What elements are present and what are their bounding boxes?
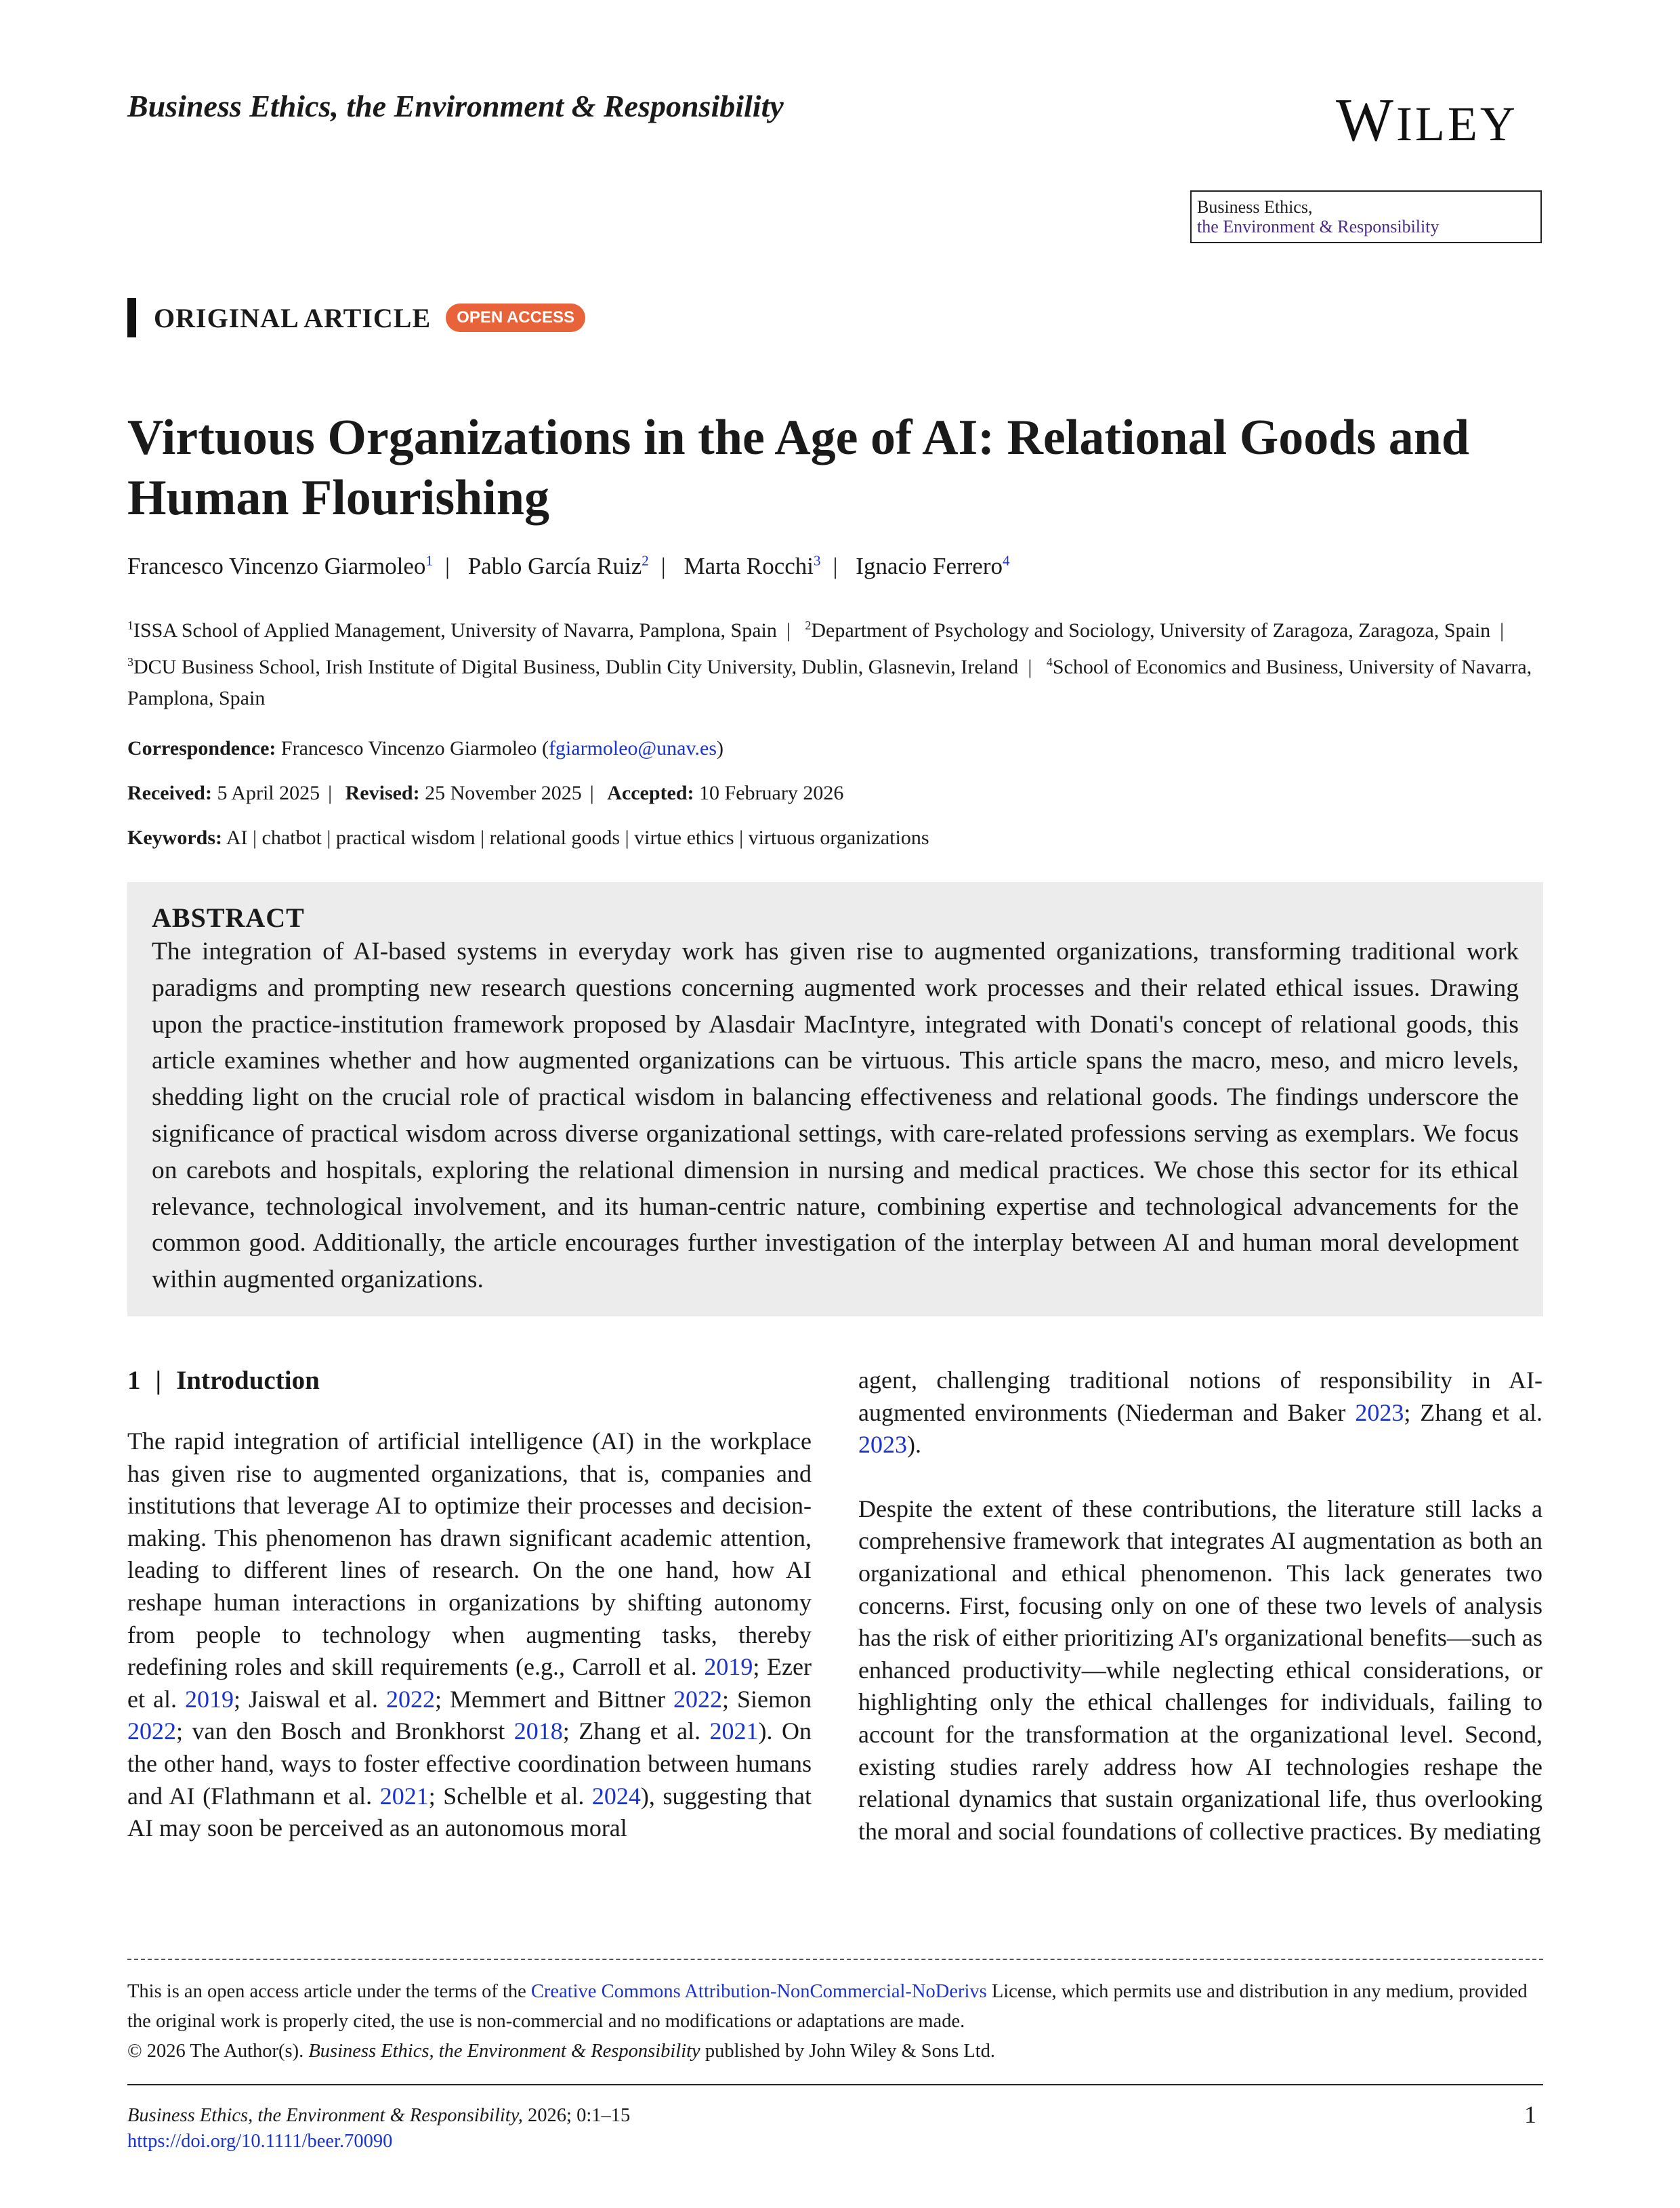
abstract-heading: ABSTRACT <box>152 902 305 933</box>
citation-link[interactable]: 2024 <box>591 1782 641 1810</box>
keyword: practical wisdom <box>335 827 476 849</box>
text-run: ; Zhang et al. <box>562 1717 710 1745</box>
separator: | <box>444 552 450 579</box>
copyright-journal: Business Ethics, the Environment & Responsibility <box>308 2041 700 2062</box>
citation-link[interactable]: 2021 <box>379 1782 429 1810</box>
text-run: ; Siemon <box>721 1685 812 1713</box>
correspondence: Correspondence: Francesco Vincenzo Giarmoleo (fgiarmoleo@unav.es) <box>127 737 724 759</box>
license-text: This is an open access article under the terms of the <box>127 1981 531 2002</box>
author <box>684 553 821 579</box>
affiliation-number: 2 <box>805 619 812 632</box>
affiliation-number: 1 <box>127 619 133 632</box>
open-access-badge: OPEN ACCESS <box>446 304 585 332</box>
text-run: ; Zhang et al. <box>1404 1398 1543 1426</box>
text-run: ). On the other hand, ways to foster effective coordination between humans and AI (Flathmann et al. <box>127 1717 812 1810</box>
dashed-divider <box>127 1959 1543 1960</box>
author-list <box>127 552 1010 580</box>
separator: | <box>833 552 838 579</box>
received-date: 5 April 2025 <box>217 782 320 804</box>
text-run: The rapid integration of artificial intelligence (AI) in the workplace has given rise to augmented organizations, that is, companies and institutions that leverage AI to optimize their processes and decision-making. This phenomenon has drawn significant academic attention, leading to different lines of research. On the one hand, how AI reshape human interactions in organizations by shifting autonomy from people to technology when augmenting tasks, thereby redefining roles and skill requirements (e.g., Carroll et al. <box>127 1428 812 1681</box>
received-label: Received: <box>127 782 212 804</box>
text-run: ; Memmert and Bittner <box>434 1685 673 1713</box>
separator: | <box>328 782 333 804</box>
abstract-text: The integration of AI-based systems in everyday work has given rise to augmented organizations, transforming traditional work paradigms and prompting new research questions concerning augmented work processes and their related ethical issues. Drawing upon the practice-institution framework proposed by Alasdair MacIntyre, integrated with Donati's concept of relational goods, this article examines whether and how augmented organizations can be virtuous. This article spans the macro, meso, and micro levels, shedding light on the crucial role of practical wisdom in balancing effectiveness and relational goods. The findings underscore the significance of practical wisdom across diverse organizational settings, with care-related professions serving as exemplars. We focus on carebots and hospitals, exploring the relational dimension in nursing and medical practices. We chose this sector for its ethical relevance, technological involvement, and its human-centric nature, combining expertise and technological advancements for the common good. Additionally, the article encourages further investigation of the interplay between AI and human moral development within augmented organizations. <box>152 938 1519 1294</box>
citation-link[interactable]: 2023 <box>858 1431 907 1459</box>
correspondence-label: Correspondence: <box>127 737 276 759</box>
revised-label: Revised: <box>345 782 420 804</box>
article-dates <box>127 782 843 805</box>
text-run: ; Ezer et al. <box>127 1653 812 1713</box>
separator: | <box>1028 656 1032 678</box>
citation-link[interactable]: 2022 <box>385 1685 435 1713</box>
citation-link[interactable]: 2022 <box>673 1685 722 1713</box>
journal-logo-box <box>1190 190 1542 243</box>
author-name: Ignacio Ferrero <box>856 552 1003 579</box>
keyword: virtuous organizations <box>748 827 929 849</box>
separator: | <box>1500 619 1505 642</box>
author-name: Marta Rocchi <box>684 552 814 579</box>
abstract-box <box>127 882 1543 1316</box>
affiliation: School of Economics and Business, University of Navarra, Pamplona, Spain <box>127 656 1532 709</box>
article-type <box>127 298 585 337</box>
page-number: 1 <box>1524 2101 1536 2128</box>
doi-link[interactable]: https://doi.org/10.1111/beer.70090 <box>127 2131 393 2152</box>
keyword: AI <box>226 827 248 849</box>
text-run: ; Schelble et al. <box>428 1782 592 1810</box>
footer-journal: Business Ethics, the Environment & Responsibility, <box>127 2105 523 2126</box>
keywords: Keywords: AI | chatbot | practical wisdom | relational goods | virtue ethics | virtuous organizations <box>127 827 929 849</box>
citation-link[interactable]: 2022 <box>127 1717 176 1745</box>
keywords-label: Keywords: <box>127 827 222 849</box>
author <box>468 553 649 579</box>
separator: | <box>660 552 666 579</box>
text-run: agent, challenging traditional notions of responsibility in AI-augmented environments (Niederman and Baker <box>858 1367 1542 1426</box>
citation-link[interactable]: 2019 <box>184 1685 234 1713</box>
affiliations <box>127 610 1543 714</box>
section-heading <box>127 1362 812 1400</box>
text-run: ), suggesting that AI may soon be perceived as an autonomous moral <box>127 1782 812 1842</box>
affiliation-link[interactable]: 4 <box>1003 552 1010 568</box>
copyright-text: published by John Wiley & Sons Ltd. <box>700 2041 996 2062</box>
keyword: virtue ethics <box>634 827 734 849</box>
keyword: relational goods <box>489 827 621 849</box>
article-title: Virtuous Organizations in the Age of AI: Relational Goods and Human Flourishing <box>127 410 1470 526</box>
correspondence-name: Francesco Vincenzo Giarmoleo <box>280 737 537 759</box>
copyright-text: © 2026 The Author(s). <box>127 2041 309 2062</box>
keyword: chatbot <box>261 827 322 849</box>
citation-link[interactable]: 2023 <box>1355 1398 1404 1426</box>
footer-citation: 2026; 0:1–15 <box>522 2105 631 2126</box>
article-type-bar <box>127 298 136 337</box>
accepted-label: Accepted: <box>607 782 694 804</box>
footer <box>127 2103 630 2154</box>
author-name: Pablo García Ruiz <box>467 552 642 579</box>
left-column <box>127 1362 812 1877</box>
body-paragraph <box>858 1493 1542 1848</box>
affiliation-number: 4 <box>1046 655 1053 669</box>
body-paragraph <box>858 1365 1542 1461</box>
revised-date: 25 November 2025 <box>425 782 582 804</box>
journal-box-line1: Business Ethics, <box>1197 197 1313 217</box>
accepted-date: 10 February 2026 <box>699 782 844 804</box>
email-link[interactable]: fgiarmoleo@unav.es <box>548 737 717 759</box>
affiliation: Department of Psychology and Sociology, University of Zaragoza, Zaragoza, Spain <box>811 619 1491 642</box>
body-paragraph <box>127 1425 812 1845</box>
text-run: ; van den Bosch and Bronkhorst <box>176 1717 514 1745</box>
wiley-logo: WILEY <box>1336 87 1518 154</box>
author <box>856 553 1009 579</box>
right-column <box>858 1365 1542 1879</box>
footer-rule <box>127 2084 1543 2085</box>
license-text: License, which permits use and distribution in any medium, provided the original work is properly cited, the use is non-commercial and no modifications or adaptations are made. <box>127 1981 1528 2032</box>
citation-link[interactable]: 2019 <box>704 1653 753 1681</box>
affiliation-link[interactable]: 3 <box>814 552 821 568</box>
separator: | <box>155 1366 162 1395</box>
citation-link[interactable]: 2018 <box>513 1717 563 1745</box>
affiliation-link[interactable]: 2 <box>642 552 649 568</box>
author <box>127 553 433 579</box>
affiliation: ISSA School of Applied Management, University of Navarra, Pamplona, Spain <box>133 619 777 642</box>
affiliation-link[interactable]: 1 <box>425 552 433 568</box>
affiliation: DCU Business School, Irish Institute of Digital Business, Dublin City University, Dublin, Glasnevin, Ireland <box>133 656 1019 678</box>
article-type-label: ORIGINAL ARTICLE <box>154 302 432 333</box>
cc-license-link[interactable]: Creative Commons Attribution-NonCommercial-NoDerivs <box>530 1981 987 2002</box>
journal-title: Business Ethics, the Environment & Responsibility <box>127 89 784 123</box>
author-name: Francesco Vincenzo Giarmoleo <box>127 552 426 579</box>
text-run: Despite the extent of these contributions, the literature still lacks a comprehensive framework that integrates AI augmentation as both an organizational and ethical phenomenon. This lack generates two concerns. First, focusing only on one of these two levels of analysis has the risk of either prioritizing AI's organizational benefits—such as enhanced productivity—while neglecting ethical considerations, or highlighting only the ethical challenges for individuals, failing to account for the transformation at the organizational level. Second, existing studies rarely address how AI technologies reshape the relational dynamics that sustain organizational life, thus overlooking the moral and social foundations of collective practices. By mediating <box>858 1495 1542 1845</box>
text-run: ; Jaiswal et al. <box>233 1685 386 1713</box>
section-title: Introduction <box>176 1366 320 1395</box>
separator: | <box>786 619 791 642</box>
journal-box-line2: the Environment & Responsibility <box>1197 217 1440 236</box>
separator: | <box>589 782 594 804</box>
affiliation-number: 3 <box>127 655 133 669</box>
section-number: 1 <box>127 1366 141 1395</box>
text-run: ). <box>907 1431 921 1459</box>
copyright <box>127 2041 995 2062</box>
citation-link[interactable]: 2021 <box>709 1717 759 1745</box>
license-notice <box>127 1977 1543 2037</box>
